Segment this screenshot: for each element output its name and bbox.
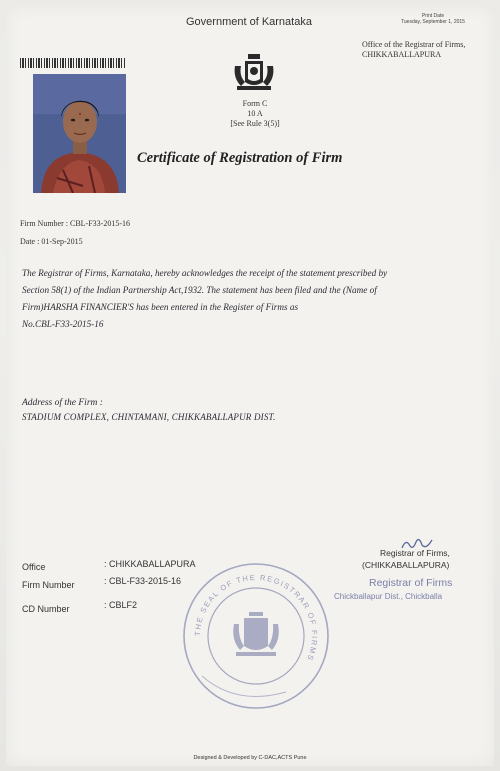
form-number: 10 A (247, 109, 263, 118)
body-line-1: The Registrar of Firms, Karnataka, hereby acknowledges the receipt of the statement prescribed by (22, 268, 388, 278)
certificate-title: Certificate of Registration of Firm (137, 150, 343, 166)
registrar-seal-icon (176, 556, 336, 721)
footer-credit: Designed & Developed by C-DAC,ACTS Pune (193, 755, 307, 761)
firm-address: STADIUM COMPLEX, CHINTAMANI, CHIKKABALLAPUR DIST. (22, 412, 276, 422)
cd-number-value: : CBLF2 (104, 600, 138, 610)
office-value: : CHIKKABALLAPURA (104, 559, 196, 569)
issuing-office-line1: Office of the Registrar of Firms, (362, 40, 466, 49)
date-line: Date : 01-Sep-2015 (20, 237, 83, 246)
body-line-2: Section 58(1) of the Indian Partnership Act,1932. The statement has been filed and the (Name of (22, 285, 377, 295)
registrar-office: (CHIKKABALLAPURA) (362, 560, 450, 570)
barcode (20, 58, 126, 68)
government-heading: Government of Karnataka (186, 16, 312, 28)
certificate-body (22, 265, 490, 333)
address-label: Address of the Firm : (22, 398, 103, 408)
seal-text: THE SEAL OF THE REGISTRAR OF FIRMS (192, 572, 320, 663)
issuing-office (362, 40, 465, 60)
firm-number-value: : CBL-F33-2015-16 (104, 576, 182, 586)
form-c: Form C (242, 99, 268, 108)
print-date-label: Print Date (421, 13, 445, 19)
registrar-title: Registrar of Firms, (380, 548, 450, 558)
firm-number-line: Firm Number : CBL-F33-2015-16 (20, 219, 130, 228)
body-line-3: Firm)HARSHA FINANCIER'S has been entered in the Register of Firms as (22, 302, 299, 312)
body-line-4: No.CBL-F33-2015-16 (22, 319, 104, 329)
form-rule: [See Rule 3(5)] (230, 119, 280, 128)
print-date-value: Tuesday, September 1, 2015 (401, 19, 465, 25)
cd-number-label: CD Number (22, 604, 70, 614)
state-emblem-icon (231, 52, 277, 97)
registrar-stamp-line2: Chickballapur Dist., Chickballa (334, 592, 443, 601)
registrar-stamp-line1: Registrar of Firms (369, 577, 453, 589)
firm-number-label: Firm Number (22, 580, 75, 590)
applicant-photo (33, 74, 126, 193)
print-date (388, 13, 478, 25)
issuing-office-line2: CHIKKABALLAPURA (362, 50, 442, 59)
form-reference (200, 99, 310, 129)
office-label: Office (22, 562, 46, 572)
